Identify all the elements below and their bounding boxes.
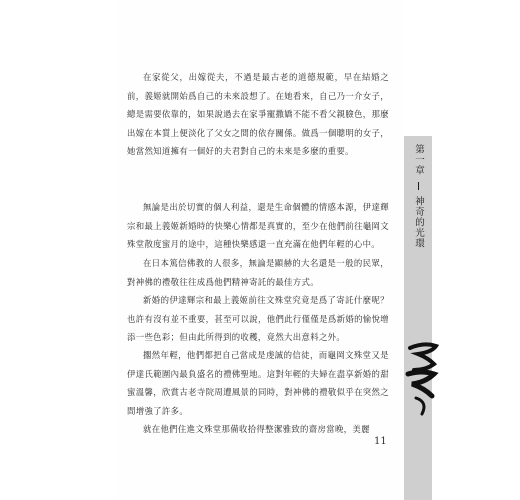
chapter-tab [404, 136, 432, 500]
book-page [115, 0, 404, 500]
body-paragraph: 就在他們住進文殊堂那備收拾得整潔雅致的齋房當晚，美麗 [143, 424, 370, 434]
page-number: 11 [374, 436, 387, 447]
chapter-number: 第一章 [413, 144, 424, 176]
tab-divider [418, 182, 419, 190]
chapter-title: 神奇的光環 [413, 195, 424, 248]
body-paragraph: 在日本篤信佛教的人很多，無論是顯赫的大名還是一般的民眾，對神佛的禮敬往往成爲他們精神寄託的最佳方式。 [127, 258, 389, 287]
body-paragraph: 新婚的伊達輝宗和最上義姬前往文殊堂究竟是爲了寄託什麼呢？也許有沒有並不重要，甚至可以說，他們此行僅僅是爲新婚的愉悅增添一些色彩；但由此所得到的收穫，竟然大出意料之外。 [127, 295, 389, 343]
brush-ornament-icon [404, 340, 444, 418]
body-paragraph: 在家從父，出嫁從夫，不過是最古老的道德規範，早在結婚之前，義姬就開始爲自己的未來設想了。在她看來，自己乃一介女子，總是需要依靠的，如果說過去在家爭寵撒嬌不能不看父親臉色，那麼出嫁在本質上便淡化了父女之間的依存關係。做爲一個聰明的女子，她當然知道擁有一個好的夫君對自己的未來是多麼的重要。 [127, 72, 389, 157]
body-paragraph: 無論是出於切實的個人利益，還是生命個體的情感本源，伊達輝宗和最上義姬新婚時的快樂心情都是真實的，至少在他們前往龜岡文殊堂散度蜜月的途中，這種快樂感還一直充滿在他們年輕的心中。 [127, 202, 389, 250]
body-paragraph: 擱然年輕，他們都把自己當成是虔誠的信徒，而龜岡文殊堂又是伊達氏範圍內最負盛名的禮佛聖地。這對年輕的夫婦在盡享新婚的甜蜜溫馨，欣賞古老寺院周遭風景的同時，對神佛的禮敬似乎在突然之間增強了許多。 [127, 350, 389, 416]
